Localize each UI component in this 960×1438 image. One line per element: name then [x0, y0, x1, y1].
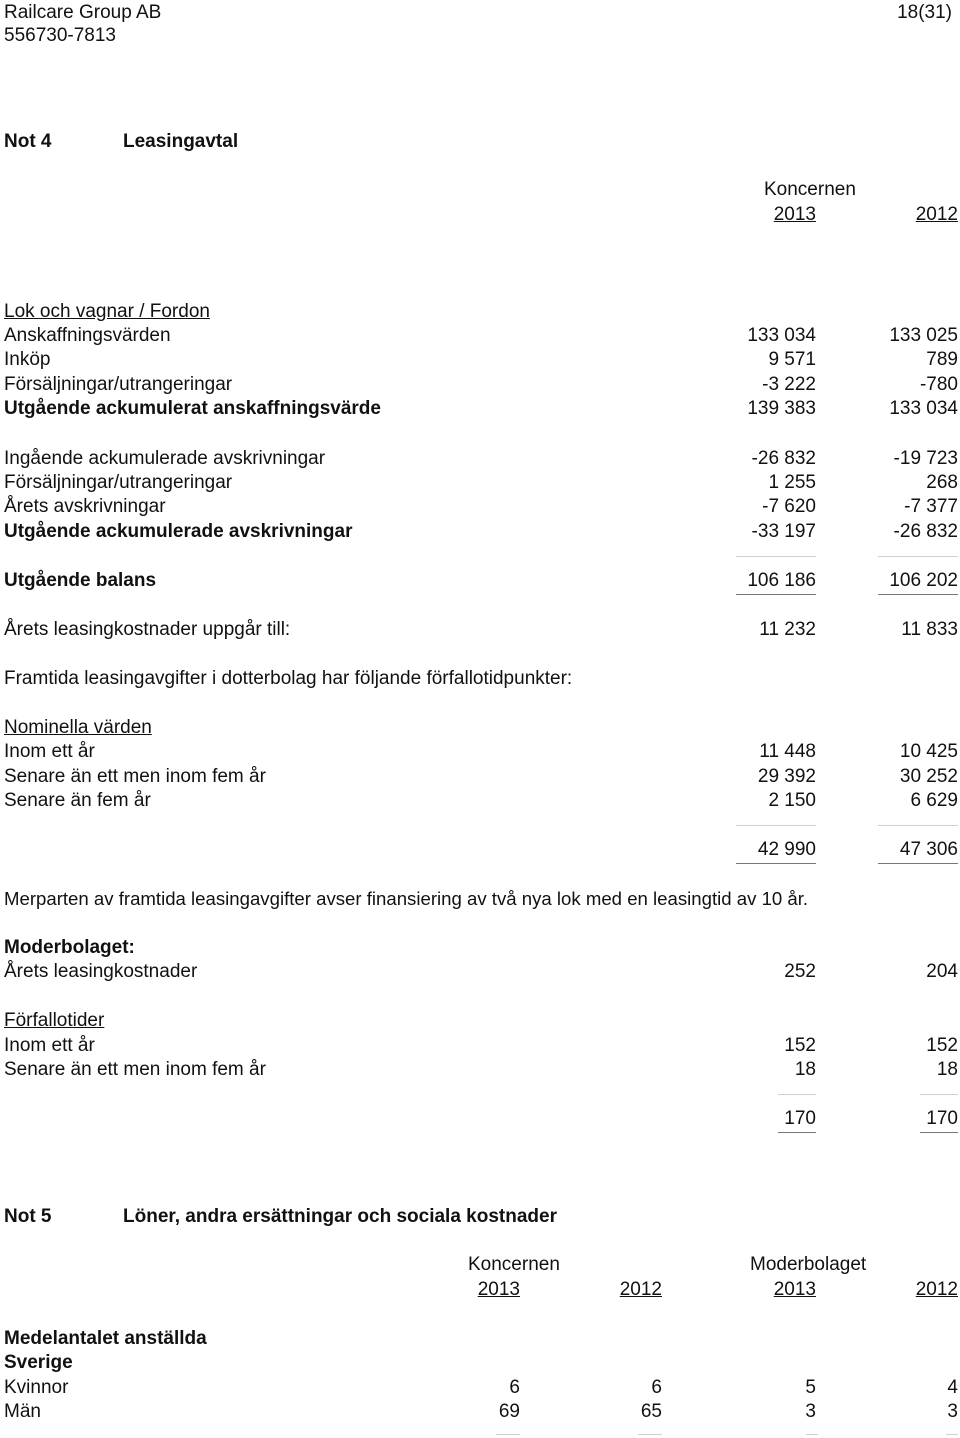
total-2013: 170 [784, 1108, 816, 1129]
org-number: 556730-7813 [4, 25, 116, 46]
value-2013: 29 392 [757, 766, 816, 787]
value-col-2: 65 [640, 1401, 662, 1422]
parent-heading: Moderbolaget: [4, 937, 135, 958]
divider [778, 1132, 816, 1133]
total-2013: 42 990 [757, 839, 816, 860]
value-col-4: 3 [947, 1401, 958, 1422]
note5-group-label: Koncernen [468, 1254, 560, 1275]
value-2013: 11 232 [759, 619, 816, 640]
value-2013: 106 186 [747, 570, 816, 591]
value-2013: 18 [794, 1059, 816, 1080]
value-2012: 10 425 [899, 741, 958, 762]
divider [878, 594, 958, 595]
company-name: Railcare Group AB [4, 2, 162, 23]
note4-year-a: 2013 [773, 204, 816, 225]
year-col-3: 2013 [773, 1279, 816, 1300]
total-2012: 47 306 [899, 839, 958, 860]
value-2013: -33 197 [751, 521, 816, 542]
total-2012: 170 [926, 1108, 958, 1129]
value-2012: -19 723 [893, 448, 958, 469]
divider [736, 556, 816, 557]
value-2012: 204 [926, 961, 958, 982]
divider [736, 863, 816, 864]
row-label: Utgående ackumulerade avskrivningar [4, 521, 353, 542]
row-label: Utgående balans [4, 570, 157, 591]
row-label: Senare än ett men inom fem år [4, 766, 266, 787]
value-2013: 1 255 [768, 472, 816, 493]
value-2013: 9 571 [768, 349, 816, 370]
value-2012: 11 833 [901, 619, 958, 640]
row-label: Senare än fem år [4, 790, 151, 811]
section-vehicles: Lok och vagnar / Fordon [4, 301, 210, 322]
row-label: Årets leasingkostnader [4, 961, 198, 982]
divider [946, 1434, 958, 1435]
divider [806, 1434, 818, 1435]
value-col-1: 6 [509, 1377, 520, 1398]
row-label: Inom ett år [4, 1035, 95, 1056]
value-2012: 6 629 [910, 790, 958, 811]
note4-number: Not 4 [4, 131, 52, 152]
value-2012: 268 [926, 472, 958, 493]
divider [920, 1132, 958, 1133]
row-label: Inköp [4, 349, 51, 370]
row-label: Anskaffningsvärden [4, 325, 171, 346]
value-col-3: 3 [805, 1401, 816, 1422]
value-2012: 152 [926, 1035, 958, 1056]
value-2013: 133 034 [747, 325, 816, 346]
value-col-2: 6 [651, 1377, 662, 1398]
value-col-3: 5 [805, 1377, 816, 1398]
value-2013: 152 [784, 1035, 816, 1056]
value-2013: 2 150 [768, 790, 816, 811]
lease-footnote: Merparten av framtida leasingavgifter avser finansiering av två nya lok med en leasingtid av 10 år. [4, 888, 809, 909]
value-2012: 18 [936, 1059, 958, 1080]
value-2012: 133 025 [889, 325, 958, 346]
note4-title: Leasingavtal [123, 131, 239, 152]
value-2013: -3 222 [762, 374, 816, 395]
note4-year-b: 2012 [915, 204, 958, 225]
value-2012: 133 034 [889, 398, 958, 419]
row-label: Årets avskrivningar [4, 496, 166, 517]
divider [878, 556, 958, 557]
divider [878, 825, 958, 826]
value-2012: -26 832 [893, 521, 958, 542]
value-2013: 11 448 [759, 741, 816, 762]
value-2012: -7 377 [904, 496, 958, 517]
row-label: Män [4, 1401, 41, 1422]
year-col-1: 2013 [477, 1279, 520, 1300]
future-lease-intro: Framtida leasingavgifter i dotterbolag har följande förfallotidpunkter: [4, 668, 573, 689]
value-2013: 252 [784, 961, 816, 982]
page-number: 18(31) [897, 2, 952, 23]
row-label: Utgående ackumulerat anskaffningsvärde [4, 398, 381, 419]
year-col-2: 2012 [619, 1279, 662, 1300]
note5-title: Löner, andra ersättningar och sociala kostnader [123, 1206, 557, 1227]
divider [496, 1434, 520, 1435]
country-heading: Sverige [4, 1352, 73, 1373]
row-label: Försäljningar/utrangeringar [4, 472, 233, 493]
value-col-1: 69 [498, 1401, 520, 1422]
row-label: Kvinnor [4, 1377, 69, 1398]
year-col-4: 2012 [915, 1279, 958, 1300]
parent-maturity-heading: Förfallotider [4, 1010, 105, 1031]
value-col-4: 4 [947, 1377, 958, 1398]
row-label: Inom ett år [4, 741, 95, 762]
divider [878, 863, 958, 864]
note5-parent-label: Moderbolaget [750, 1254, 867, 1275]
value-2012: 30 252 [899, 766, 958, 787]
value-2012: -780 [919, 374, 958, 395]
row-label: Årets leasingkostnader uppgår till: [4, 619, 291, 640]
row-label: Ingående ackumulerade avskrivningar [4, 448, 326, 469]
row-label: Försäljningar/utrangeringar [4, 374, 233, 395]
divider [638, 1434, 662, 1435]
note4-group-label: Koncernen [764, 179, 856, 200]
divider [778, 1094, 816, 1095]
row-label: Senare än ett men inom fem år [4, 1059, 266, 1080]
value-2012: 106 202 [889, 570, 958, 591]
avg-employees-heading: Medelantalet anställda [4, 1328, 207, 1349]
value-2012: 789 [926, 349, 958, 370]
value-2013: -26 832 [751, 448, 816, 469]
divider [736, 825, 816, 826]
nominal-values-heading: Nominella värden [4, 717, 152, 738]
value-2013: 139 383 [747, 398, 816, 419]
divider [736, 594, 816, 595]
divider [920, 1094, 958, 1095]
note5-number: Not 5 [4, 1206, 52, 1227]
value-2013: -7 620 [762, 496, 816, 517]
